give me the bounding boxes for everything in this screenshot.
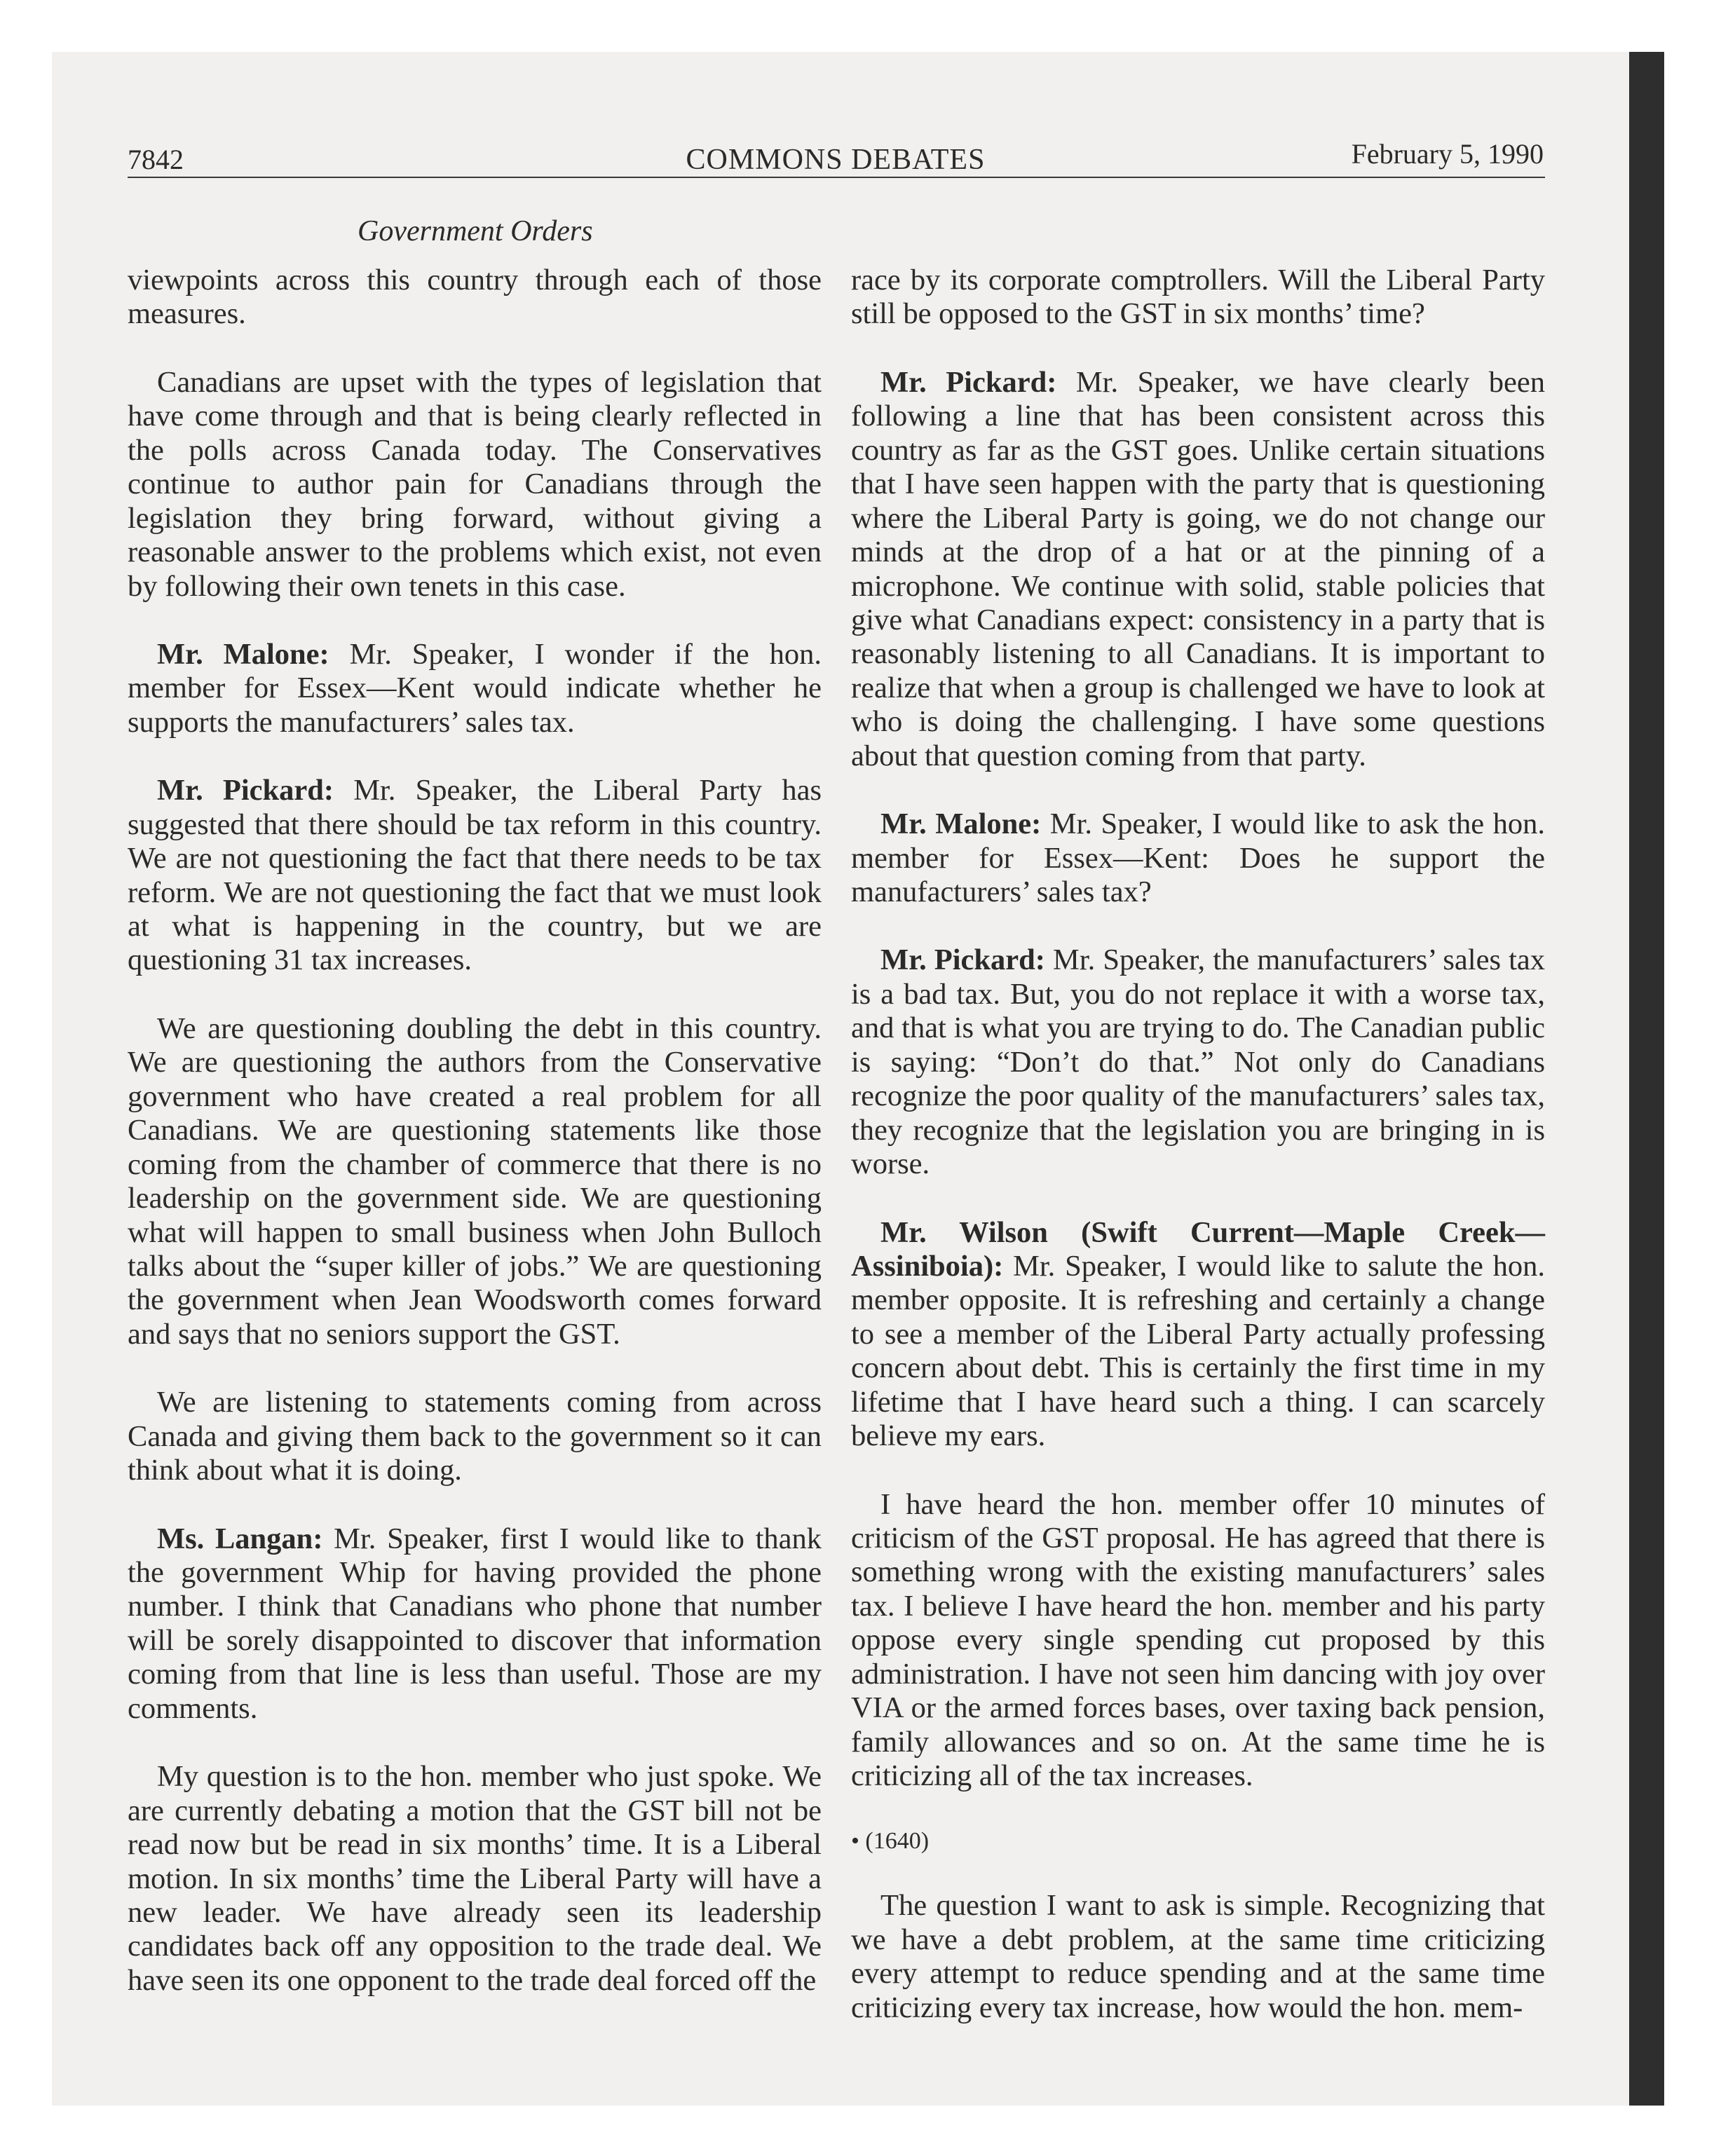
paragraph-text: viewpoints across this country through each of those measures.	[128, 264, 822, 331]
paragraph-text: race by its corporate comptrollers. Will the Liberal Party still be opposed to the GST in six months’ time?	[851, 264, 1545, 331]
paragraph-text: Mr. Speaker, first I would like to thank the government Whip for having provided the phone number. I think that Canadians who phone that number will be sorely disappointed to discover that information coming from that line is less than useful. Those are my comments.	[128, 1522, 822, 1725]
paragraph	[851, 264, 1545, 332]
paragraph-text: Canadians are upset with the types of legislation that have come through and that is being clearly reflected in the polls across Canada today. The Conservatives continue to author pain for Canadians through the legislation they bring forward, without giving a reasonable answer to the problems which exist, not even by following their own tenets in this case.	[128, 365, 822, 603]
paragraph	[851, 1889, 1545, 2025]
page-header	[128, 137, 1544, 179]
paragraph	[128, 1522, 822, 1726]
paragraph-text: Mr. Speaker, I would like to salute the hon. member opposite. It is refreshing and certainly a change to see a member of the Liberal Party actually professing concern about debt. This is certainly the first time in my lifetime that I have heard such a thing. I can scarcely believe my ears.	[851, 1249, 1545, 1453]
paragraph	[128, 638, 822, 739]
paragraph-text: Mr. Speaker, I would like to ask the hon. member for Essex—Kent: Does he support the manufacturers’ sales tax?	[851, 807, 1545, 908]
paragraph-text: We are listening to statements coming from across Canada and giving them back to the government so it can think about what it is doing.	[128, 1386, 822, 1487]
paragraph	[851, 807, 1545, 909]
paragraph	[128, 1386, 822, 1487]
speaker-name: Mr. Malone:	[880, 807, 1042, 841]
paragraph-text: My question is to the hon. member who just spoke. We are currently debating a motion that the GST bill not be read now but be read in six months’ time. It is a Liberal motion. In six months’ time the Liberal Party will have a new leader. We have already seen its leadership candidates back off any opposition to the trade deal. We have seen its one opponent to the trade deal forced off the	[128, 1760, 822, 1997]
speaker-name: Mr. Pickard:	[880, 943, 1045, 977]
paragraph-text: Mr. Speaker, we have clearly been following a line that has been consistent across this country as far as the GST goes. Unlike certain situations that I have seen happen with the party that is questioning where the Liberal Party is going, we do not change our minds at the drop of a hat or at the pinning of a microphone. We continue with solid, stable policies that give what Canadians expect: consistency in a party that is reasonably listening to all Canadians. It is important to realize that when a group is challenged we have to look at who is doing the challenging. I have some questions about that question coming from that party.	[851, 365, 1545, 772]
paragraph	[128, 1012, 822, 1351]
paragraph	[851, 1488, 1545, 1794]
speaker-name: Mr. Pickard:	[157, 774, 334, 807]
section-title: Government Orders	[358, 215, 593, 247]
paragraph-text: The question I want to ask is simple. Recognizing that we have a debt problem, at the same time criticizing every attempt to reduce spending and at the same time criticizing every tax increase, how would the hon. mem-	[851, 1889, 1545, 2024]
paragraph	[128, 1760, 822, 1998]
page-number: 7842	[128, 144, 184, 175]
paragraph-text: Mr. Speaker, the Liberal Party has suggested that there should be tax reform in this country. We are not questioning the fact that there needs to be tax reform. We are not questioning the fact that we must look at what is happening in the country, but we are questioning 31 tax increases.	[128, 774, 822, 977]
time-stamp	[851, 1828, 1545, 1855]
time-stamp-text: • (1640)	[851, 1827, 930, 1854]
paragraph-text: We are questioning doubling the debt in this country. We are questioning the authors from the Conservative government who have created a real problem for all Canadians. We are questioning statements like those coming from the chamber of commerce that there is no leadership on the government side. We are questioning what will happen to small business when John Bulloch talks about the “super killer of jobs.” We are questioning the government when Jean Woodsworth comes forward and says that no seniors support the GST.	[128, 1011, 822, 1351]
header-rule	[128, 177, 1545, 178]
speaker-name: Mr. Malone:	[157, 637, 329, 671]
scan-edge-bar	[1629, 52, 1664, 2106]
paragraph-text: Mr. Speaker, I wonder if the hon. member for Essex—Kent would indicate whether he supports the manufacturers’ sales tax.	[128, 637, 822, 739]
speaker-name: Ms. Langan:	[157, 1522, 323, 1555]
paragraph	[128, 264, 822, 332]
paragraph	[851, 366, 1545, 773]
paragraph	[851, 943, 1545, 1181]
right-column	[851, 264, 1545, 2059]
speaker-name: Mr. Pickard:	[880, 365, 1057, 399]
left-column	[128, 264, 822, 2032]
publication-date: February 5, 1990	[1351, 138, 1544, 170]
paragraph	[128, 366, 822, 603]
paragraph	[851, 1216, 1545, 1454]
paragraph-text: Mr. Speaker, the manufacturers’ sales tax is a bad tax. But, you do not replace it with a worse tax, and that is what you are trying to do. The Canadian public is saying: “Don’t do that.” Not only do Canadians recognize the poor quality of the manufacturers’ sales tax, they recognize that the legislation you are bringing in is worse.	[851, 943, 1545, 1181]
publication-title: COMMONS DEBATES	[686, 144, 986, 176]
speaker-name: Mr. Wilson (Swift Current—Maple Creek—Assiniboia):	[851, 1215, 1545, 1283]
paragraph	[128, 774, 822, 978]
paragraph-text: I have heard the hon. member offer 10 minutes of criticism of the GST proposal. He has agreed that there is something wrong with the existing manufacturers’ sales tax. I believe I have heard the hon. member and his party oppose every single spending cut proposed by this administration. I have not seen him dancing with joy over VIA or the armed forces bases, over taxing back pension, family allowances and so on. At the same time he is criticizing all of the tax increases.	[851, 1487, 1545, 1793]
